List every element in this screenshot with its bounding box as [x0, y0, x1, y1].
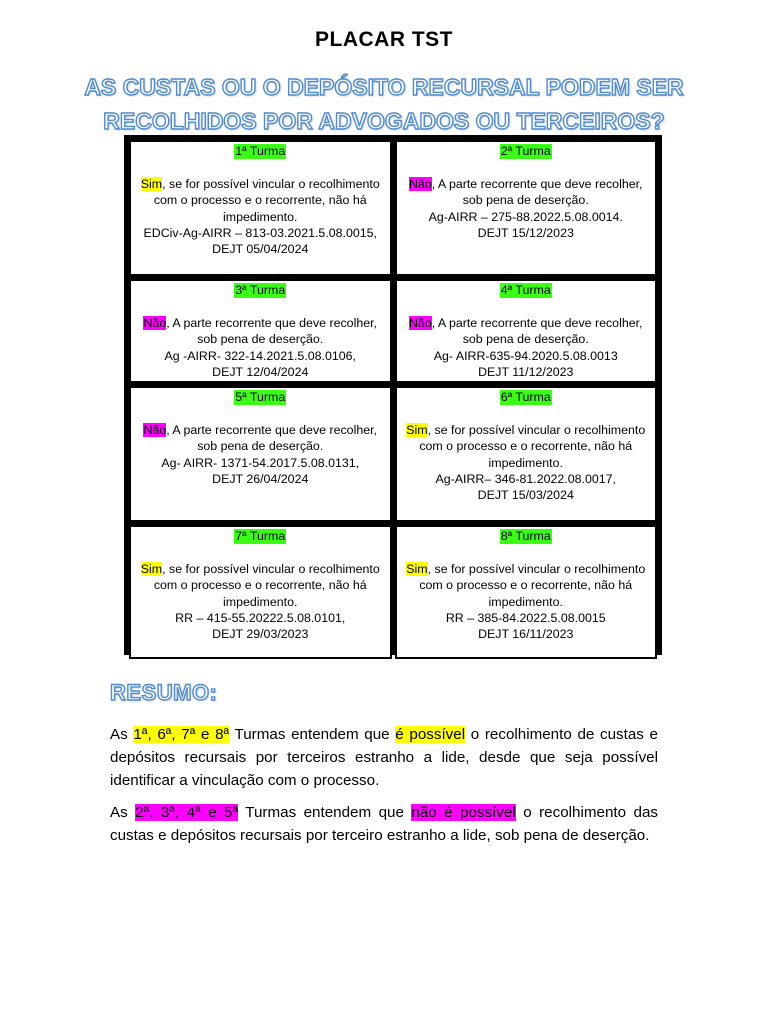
answer-text-2: sob pena de deserção.	[462, 193, 589, 208]
answer-text: , A parte recorrente que deve recolher,	[431, 315, 643, 330]
answer-highlight: Sim	[140, 176, 163, 191]
turma-cell	[129, 525, 392, 659]
turma-label: 4ª Turma	[500, 283, 551, 297]
turma-cell	[129, 140, 392, 276]
turma-label: 1ª Turma	[235, 144, 286, 158]
answer-text-3: impedimento.	[223, 594, 298, 609]
page-title: PLACAR TST	[315, 28, 453, 51]
question-line-2: RECOLHIDOS POR ADVOGADOS OU TERCEIROS?	[103, 108, 665, 134]
p2-not-possible-highlight: não é possível	[411, 804, 516, 821]
turma-label: 7ª Turma	[235, 529, 286, 543]
p1-text-c: o recolhimento de custas e depósitos recursais por terceiros estranho a lide, desde que seja possível identificar a vinculação com o processo.	[110, 726, 658, 789]
p1-possible-highlight: é possível	[395, 726, 466, 743]
case-reference: RR – 415-55.20222.5.08.0101,	[175, 611, 346, 626]
answer-highlight: Não	[408, 176, 432, 191]
p2-text-a: As	[110, 804, 136, 821]
p2-text-c: o recolhimento das custas e depósitos recursais por terceiro estranho a lide, sob pena de deserção.	[110, 804, 658, 844]
turma-cell	[129, 386, 392, 522]
turma-label: 6ª Turma	[500, 390, 551, 404]
answer-text: , se for possível vincular o recolhimento	[427, 422, 646, 437]
answer-highlight: Não	[143, 422, 167, 437]
question-line-1: AS CUSTAS OU O DEPÓSITO RECURSAL PODEM SER	[84, 74, 684, 100]
case-reference: Ag-AIRR – 275-88.2022.5.08.0014.	[428, 209, 623, 224]
answer-highlight: Sim	[406, 422, 428, 437]
resumo-heading: RESUMO:	[110, 680, 218, 705]
case-reference: Ag- AIRR- 1371-54.2017.5.08.0131,	[161, 455, 360, 470]
answer-text-2: com o processo e o recorrente, não há	[419, 439, 633, 454]
case-reference: Ag- AIRR-635-94.2020.5.08.0013	[433, 348, 618, 363]
answer-text-3: impedimento.	[488, 594, 563, 609]
turma-cell	[395, 386, 658, 522]
answer-highlight: Não	[143, 315, 167, 330]
p2-text-b: Turmas entendem que	[238, 804, 412, 821]
turma-cell	[395, 140, 658, 276]
answer-text: , se for possível vincular o recolhimento	[162, 176, 380, 191]
turma-cell	[395, 525, 658, 659]
dejt-date: DEJT 12/04/2024	[212, 365, 309, 380]
turma-cell	[129, 279, 392, 383]
dejt-date: DEJT 16/11/2023	[478, 627, 574, 642]
dejt-date: DEJT 11/12/2023	[478, 365, 574, 380]
answer-text-2: com o processo e o recorrente, não há	[419, 578, 633, 593]
case-reference: RR – 385-84.2022.5.08.0015	[445, 611, 606, 626]
dejt-date: DEJT 05/04/2024	[212, 242, 309, 257]
turma-label: 5ª Turma	[235, 390, 286, 404]
turmas-grid	[129, 140, 657, 650]
answer-text: , A parte recorrente que deve recolher,	[431, 176, 643, 191]
dejt-date: DEJT 15/12/2023	[477, 226, 574, 241]
answer-text: , se for possível vincular o recolhimento	[427, 561, 646, 576]
dejt-date: DEJT 15/03/2024	[477, 488, 574, 503]
answer-text: , A parte recorrente que deve recolher,	[166, 422, 377, 437]
answer-text-3: impedimento.	[223, 209, 298, 224]
resumo-paragraph-possible	[110, 723, 658, 792]
turma-cell	[395, 279, 658, 383]
dejt-date: DEJT 29/03/2023	[212, 627, 309, 642]
case-reference: Ag -AIRR- 322-14.2021.5.08.0106,	[164, 348, 356, 363]
answer-highlight: Sim	[406, 561, 428, 576]
turma-label: 2ª Turma	[500, 144, 551, 158]
question-heading	[0, 70, 768, 138]
p1-turmas-highlight: 1ª, 6ª, 7ª e 8ª	[133, 726, 230, 743]
turmas-table	[124, 135, 662, 655]
turma-label: 3ª Turma	[235, 283, 286, 297]
p2-turmas-highlight: 2ª, 3ª, 4ª e 5ª	[135, 804, 239, 821]
case-reference: EDCiv-Ag-AIRR – 813-03.2021.5.08.0015,	[143, 226, 377, 241]
case-reference: Ag-AIRR– 346-81.2022.08.0017,	[435, 472, 616, 487]
answer-text-2: sob pena de deserção.	[462, 332, 589, 347]
answer-text: , se for possível vincular o recolhimento	[162, 561, 380, 576]
turma-label: 8ª Turma	[500, 529, 551, 543]
answer-text: , A parte recorrente que deve recolher,	[166, 315, 377, 330]
dejt-date: DEJT 26/04/2024	[212, 472, 309, 487]
answer-text-2: sob pena de deserção.	[197, 332, 324, 347]
answer-text-2: sob pena de deserção.	[197, 439, 324, 454]
answer-highlight: Sim	[140, 561, 163, 576]
answer-text-2: com o processo e o recorrente, não há	[153, 578, 367, 593]
answer-text-2: com o processo e o recorrente, não há	[153, 193, 367, 208]
resumo-paragraph-not-possible	[110, 801, 658, 847]
answer-text-3: impedimento.	[488, 455, 563, 470]
p1-text-a: As	[110, 726, 134, 743]
answer-highlight: Não	[408, 315, 432, 330]
p1-text-b: Turmas entendem que	[229, 726, 396, 743]
